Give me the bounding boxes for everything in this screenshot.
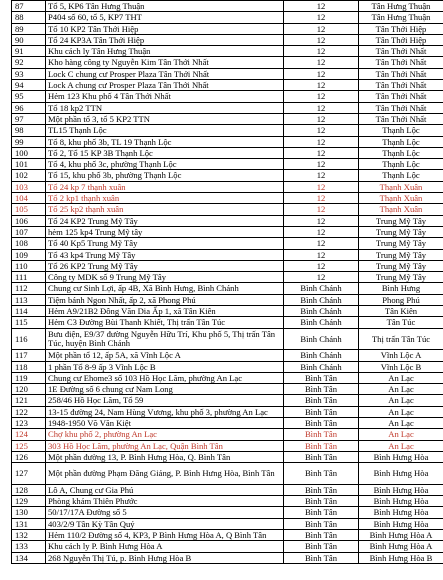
row-number-cell: 132 xyxy=(12,529,46,540)
location-address-cell: Hẻm C3 Đường Bùi Thanh Khiết, Thị trấn Tân Túc xyxy=(46,317,284,328)
ward-cell: Thạnh Lộc xyxy=(359,170,443,181)
row-number-cell: 88 xyxy=(12,12,46,23)
row-number-cell: 98 xyxy=(12,125,46,136)
location-address-cell: Chợ khu phố 2, phường An Lạc xyxy=(46,429,284,440)
location-address-cell: 1 phần Tổ 8-9 ấp 3 Vĩnh Lộc B xyxy=(46,361,284,372)
district-cell: 12 xyxy=(284,272,359,283)
row-number-cell: 100 xyxy=(12,147,46,158)
row-number-cell: 108 xyxy=(12,238,46,249)
row-number-cell: 123 xyxy=(12,417,46,428)
table-row xyxy=(12,272,443,283)
row-number-cell: 92 xyxy=(12,57,46,68)
location-address-cell: 1E Đường số 6 chung cư Nam Long xyxy=(46,384,284,395)
table-row xyxy=(12,181,443,192)
table-row xyxy=(12,406,443,417)
table-row xyxy=(12,395,443,406)
district-cell: Bình Chánh xyxy=(284,361,359,372)
location-address-cell: Tổ 15, khu phố 3b, phường Thạnh Lộc xyxy=(46,170,284,181)
district-cell: Bình Tân xyxy=(284,451,359,462)
location-address-cell: Tổ 10 KP2 Tân Thới Hiệp xyxy=(46,23,284,34)
district-cell: 12 xyxy=(284,91,359,102)
location-address-cell: Một phần đường 13, P. Bình Hưng Hòa, Q. Bình Tân xyxy=(46,451,284,462)
ward-cell: Tân Thới Nhất xyxy=(359,46,443,57)
table-row xyxy=(12,23,443,34)
table-row xyxy=(12,518,443,529)
location-address-cell: Tổ 5, KP6 Tân Hưng Thuận xyxy=(46,1,284,12)
table-row xyxy=(12,170,443,181)
ward-cell: Thạnh Xuân xyxy=(359,181,443,192)
district-cell: Bình Chánh xyxy=(284,317,359,328)
district-cell: 12 xyxy=(284,34,359,45)
ward-cell: Tân Thới Nhất xyxy=(359,57,443,68)
row-number-cell: 101 xyxy=(12,159,46,170)
location-address-cell: Công ty MDK số 9 Trung Mỹ Tây xyxy=(46,272,284,283)
district-cell: 12 xyxy=(284,181,359,192)
ward-cell: Tân Thới Hiệp xyxy=(359,23,443,34)
district-cell: 12 xyxy=(284,125,359,136)
district-cell: 12 xyxy=(284,204,359,215)
district-cell: Bình Chánh xyxy=(284,294,359,305)
row-number-cell: 99 xyxy=(12,136,46,147)
ward-cell: An Lạc xyxy=(359,417,443,428)
location-address-cell: Tiệm bánh Ngon Nhất, ấp 2, xã Phong Phú xyxy=(46,294,284,305)
ward-cell: Thạnh Lộc xyxy=(359,147,443,158)
ward-cell: Thạnh Xuân xyxy=(359,204,443,215)
outbreak-location-table xyxy=(11,0,443,564)
ward-cell: An Lạc xyxy=(359,429,443,440)
table-row xyxy=(12,484,443,495)
location-address-cell: Một phần đường Phạm Đăng Giảng, P. Bình Hưng Hòa, Bình Tân xyxy=(46,463,284,485)
ward-cell: Bình Hưng Hòa A xyxy=(359,541,443,552)
location-address-cell: Kho hàng công ty Nguyễn Kim Tân Thới Nhất xyxy=(46,57,284,68)
location-address-cell: hẻm 125 kp4 Trung Mỹ tây xyxy=(46,226,284,237)
table-row xyxy=(12,328,443,350)
row-number-cell: 133 xyxy=(12,541,46,552)
row-number-cell: 121 xyxy=(12,395,46,406)
district-cell: 12 xyxy=(284,12,359,23)
district-cell: 12 xyxy=(284,68,359,79)
ward-cell: Bình Hưng Hòa A xyxy=(359,529,443,540)
location-address-cell: Hẻm 123 Khu phố 4 Tân Thới Nhất xyxy=(46,91,284,102)
table-row xyxy=(12,1,443,12)
table-row xyxy=(12,463,443,485)
ward-cell: An Lạc xyxy=(359,395,443,406)
ward-cell: Trung Mỹ Tây xyxy=(359,226,443,237)
table-row xyxy=(12,249,443,260)
district-cell: 12 xyxy=(284,1,359,12)
location-address-cell: Hẻm A9/21B2 Đông Văn Dia Ấp 1, xã Tân Kiên xyxy=(46,306,284,317)
location-address-cell: Lô A, Chung cư Gia Phú xyxy=(46,484,284,495)
table-row xyxy=(12,440,443,451)
location-address-cell: Khu cách ly P. Bình Hưng Hòa A xyxy=(46,541,284,552)
location-address-cell: Tổ 2 kp1 thạnh xuân xyxy=(46,193,284,204)
location-address-cell: Tổ 24 kp 7 thạnh xuân xyxy=(46,181,284,192)
table-row xyxy=(12,12,443,23)
district-cell: Bình Tân xyxy=(284,484,359,495)
district-cell: Bình Tân xyxy=(284,440,359,451)
location-address-cell: 13-15 đường 24, Nam Hùng Vương, khu phố 3, phường An Lạc xyxy=(46,406,284,417)
ward-cell: Tân Kiên xyxy=(359,306,443,317)
table-row xyxy=(12,238,443,249)
ward-cell: An Lạc xyxy=(359,372,443,383)
row-number-cell: 117 xyxy=(12,350,46,361)
row-number-cell: 106 xyxy=(12,215,46,226)
district-cell: Bình Tân xyxy=(284,395,359,406)
ward-cell: Trung Mỹ Tây xyxy=(359,260,443,271)
ward-cell: Vĩnh Lộc B xyxy=(359,361,443,372)
row-number-cell: 129 xyxy=(12,496,46,507)
table-row xyxy=(12,34,443,45)
row-number-cell: 114 xyxy=(12,306,46,317)
row-number-cell: 107 xyxy=(12,226,46,237)
row-number-cell: 119 xyxy=(12,372,46,383)
district-cell: Bình Tân xyxy=(284,372,359,383)
location-address-cell: P404 số 60, tổ 5, KP7 THT xyxy=(46,12,284,23)
district-cell: 12 xyxy=(284,136,359,147)
table-row xyxy=(12,136,443,147)
location-address-cell: Tổ 2, Tổ 15 KP 3B Thạnh Lộc xyxy=(46,147,284,158)
district-cell: 12 xyxy=(284,102,359,113)
district-cell: 12 xyxy=(284,193,359,204)
row-number-cell: 109 xyxy=(12,249,46,260)
table-row xyxy=(12,429,443,440)
table-row xyxy=(12,294,443,305)
row-number-cell: 124 xyxy=(12,429,46,440)
location-address-cell: Khu cách ly Tân Hưng Thuận xyxy=(46,46,284,57)
ward-cell: Bình Hưng Hòa xyxy=(359,484,443,495)
location-address-cell: Hẻm 110/2 Đường số 4, KP3, P Bình Hưng Hòa A, Q Bình Tân xyxy=(46,529,284,540)
ward-cell: Bình Hưng Hòa xyxy=(359,507,443,518)
row-number-cell: 116 xyxy=(12,328,46,350)
row-number-cell: 97 xyxy=(12,113,46,124)
row-number-cell: 103 xyxy=(12,181,46,192)
ward-cell: An Lạc xyxy=(359,440,443,451)
table-row xyxy=(12,283,443,294)
table-row xyxy=(12,91,443,102)
location-address-cell: Lock A chung cư Prosper Plaza Tân Thới Nhất xyxy=(46,80,284,91)
ward-cell: Tân Thới Hiệp xyxy=(359,34,443,45)
row-number-cell: 111 xyxy=(12,272,46,283)
ward-cell: Bình Hưng Hòa xyxy=(359,518,443,529)
table-row xyxy=(12,57,443,68)
location-address-cell: Một phần tổ 3, tổ 5 KP2 TTN xyxy=(46,113,284,124)
table-row xyxy=(12,46,443,57)
location-address-cell: 1948-1950 Võ Văn Kiệt xyxy=(46,417,284,428)
row-number-cell: 127 xyxy=(12,463,46,485)
ward-cell: Thị trấn Tân Túc xyxy=(359,328,443,350)
ward-cell: Trung Mỹ Tây xyxy=(359,249,443,260)
district-cell: 12 xyxy=(284,215,359,226)
row-number-cell: 120 xyxy=(12,384,46,395)
district-cell: 12 xyxy=(284,249,359,260)
ward-cell: Bình Hưng Hòa xyxy=(359,496,443,507)
district-cell: Bình Tân xyxy=(284,529,359,540)
table-row xyxy=(12,507,443,518)
ward-cell: Tân Hưng Thuận xyxy=(359,1,443,12)
district-cell: Bình Chánh xyxy=(284,306,359,317)
ward-cell: Tân Thới Nhất xyxy=(359,91,443,102)
table-row xyxy=(12,384,443,395)
district-cell: 12 xyxy=(284,57,359,68)
ward-cell: Trung Mỹ Tây xyxy=(359,215,443,226)
district-cell: Bình Chánh xyxy=(284,328,359,350)
row-number-cell: 125 xyxy=(12,440,46,451)
ward-cell: Bình Hưng Hòa xyxy=(359,451,443,462)
ward-cell: Tân Thới Nhất xyxy=(359,80,443,91)
ward-cell: Phong Phú xyxy=(359,294,443,305)
location-address-cell: Tổ 25 kp2 thạnh xuân xyxy=(46,204,284,215)
row-number-cell: 112 xyxy=(12,283,46,294)
table-row xyxy=(12,147,443,158)
location-address-cell: Tổ 24 KP2 Trung Mỹ Tây xyxy=(46,215,284,226)
table-row xyxy=(12,68,443,79)
row-number-cell: 128 xyxy=(12,484,46,495)
row-number-cell: 89 xyxy=(12,23,46,34)
row-number-cell: 113 xyxy=(12,294,46,305)
table-row xyxy=(12,80,443,91)
location-address-cell: Tổ 43 kp4 Trung Mỹ Tây xyxy=(46,249,284,260)
ward-cell: Bình Hưng xyxy=(359,283,443,294)
ward-cell: Thạnh Lộc xyxy=(359,159,443,170)
ward-cell: Bình Hưng Hòa xyxy=(359,463,443,485)
ward-cell: An Lạc xyxy=(359,384,443,395)
ward-cell: Tân Thới Nhất xyxy=(359,68,443,79)
district-cell: Bình Tân xyxy=(284,541,359,552)
location-address-cell: 303 Hồ Học Lãm, phường An Lạc, Quận Bình Tân xyxy=(46,440,284,451)
district-cell: Bình Chánh xyxy=(284,350,359,361)
table-row xyxy=(12,417,443,428)
ward-cell: Trung Mỹ Tây xyxy=(359,238,443,249)
district-cell: 12 xyxy=(284,113,359,124)
row-number-cell: 118 xyxy=(12,361,46,372)
district-cell: 12 xyxy=(284,226,359,237)
table-row xyxy=(12,350,443,361)
location-address-cell: 403/2/9 Tân Kỳ Tân Quý xyxy=(46,518,284,529)
table-row xyxy=(12,496,443,507)
location-address-cell: 258/46 Hồ Học Lãm, Tổ 59 xyxy=(46,395,284,406)
district-cell: Bình Tân xyxy=(284,496,359,507)
location-address-cell: Chung cư Ehome3 số 103 Hồ Học Lãm, phường An Lạc xyxy=(46,372,284,383)
ward-cell: Trung Mỹ Tây xyxy=(359,272,443,283)
row-number-cell: 134 xyxy=(12,552,46,563)
location-address-cell: Tổ 18 kp2 TTN xyxy=(46,102,284,113)
location-address-cell: Tổ 40 Kp5 Trung Mỹ Tây xyxy=(46,238,284,249)
row-number-cell: 95 xyxy=(12,91,46,102)
table-body xyxy=(12,1,443,564)
location-address-cell: Bưu điện, E9/37 đường Nguyễn Hữu Trí, Khu phố 5, Thị trấn Tân Túc, huyện Bình Chánh xyxy=(46,328,284,350)
district-cell: Bình Tân xyxy=(284,384,359,395)
district-cell: Bình Chánh xyxy=(284,283,359,294)
location-address-cell: Tổ 26 KP2 Trung Mỹ Tây xyxy=(46,260,284,271)
table-row xyxy=(12,204,443,215)
district-cell: Bình Tân xyxy=(284,429,359,440)
table-row xyxy=(12,552,443,563)
row-number-cell: 105 xyxy=(12,204,46,215)
table-row xyxy=(12,372,443,383)
row-number-cell: 93 xyxy=(12,68,46,79)
table-row xyxy=(12,451,443,462)
row-number-cell: 115 xyxy=(12,317,46,328)
district-cell: 12 xyxy=(284,260,359,271)
district-cell: 12 xyxy=(284,170,359,181)
ward-cell: Tân Thới Nhất xyxy=(359,113,443,124)
location-address-cell: Một phần tổ 12, ấp 5A, xã Vĩnh Lộc A xyxy=(46,350,284,361)
ward-cell: Tân Thới Nhất xyxy=(359,102,443,113)
district-cell: Bình Tân xyxy=(284,507,359,518)
row-number-cell: 91 xyxy=(12,46,46,57)
district-cell: 12 xyxy=(284,159,359,170)
district-cell: 12 xyxy=(284,23,359,34)
location-address-cell: 268 Nguyễn Thị Tú, p. Bình Hưng Hòa B xyxy=(46,552,284,563)
row-number-cell: 96 xyxy=(12,102,46,113)
table-row xyxy=(12,113,443,124)
table-row xyxy=(12,361,443,372)
table-row xyxy=(12,317,443,328)
table-row xyxy=(12,215,443,226)
ward-cell: Thạnh Xuân xyxy=(359,193,443,204)
ward-cell: Bình Hưng Hòa B xyxy=(359,552,443,563)
district-cell: Bình Tân xyxy=(284,463,359,485)
row-number-cell: 87 xyxy=(12,1,46,12)
district-cell: Bình Tân xyxy=(284,417,359,428)
table-row xyxy=(12,541,443,552)
location-address-cell: Lock C chung cư Prosper Plaza Tân Thới Nhất xyxy=(46,68,284,79)
table-row xyxy=(12,125,443,136)
district-cell: Bình Tân xyxy=(284,552,359,563)
location-address-cell: Tổ 24 KP3A Tân Thới Hiệp xyxy=(46,34,284,45)
ward-cell: Tân Túc xyxy=(359,317,443,328)
row-number-cell: 110 xyxy=(12,260,46,271)
row-number-cell: 90 xyxy=(12,34,46,45)
location-address-cell: Tổ 8, khu phố 3b, TL 19 Thạnh Lộc xyxy=(46,136,284,147)
location-address-cell: 50/17/17A Đường số 5 xyxy=(46,507,284,518)
district-cell: 12 xyxy=(284,147,359,158)
district-cell: Bình Tân xyxy=(284,406,359,417)
table-row xyxy=(12,226,443,237)
row-number-cell: 126 xyxy=(12,451,46,462)
row-number-cell: 131 xyxy=(12,518,46,529)
row-number-cell: 102 xyxy=(12,170,46,181)
table-row xyxy=(12,529,443,540)
table-row xyxy=(12,159,443,170)
location-address-cell: Phòng khám Thiên Phước xyxy=(46,496,284,507)
table-row xyxy=(12,193,443,204)
row-number-cell: 122 xyxy=(12,406,46,417)
location-address-cell: Chung cư Sinh Lợi, ấp 4B, Xã Bình Hưng, Bình Chánh xyxy=(46,283,284,294)
ward-cell: Thạnh Lộc xyxy=(359,125,443,136)
district-cell: Bình Tân xyxy=(284,518,359,529)
location-address-cell: TL15 Thạnh Lộc xyxy=(46,125,284,136)
row-number-cell: 130 xyxy=(12,507,46,518)
ward-cell: An Lạc xyxy=(359,406,443,417)
ward-cell: Tân Hưng Thuận xyxy=(359,12,443,23)
table-row xyxy=(12,306,443,317)
district-cell: 12 xyxy=(284,80,359,91)
ward-cell: Vĩnh Lộc A xyxy=(359,350,443,361)
location-address-cell: Tổ 4, khu phố 3c, phường Thạnh Lộc xyxy=(46,159,284,170)
row-number-cell: 104 xyxy=(12,193,46,204)
district-cell: 12 xyxy=(284,238,359,249)
district-cell: 12 xyxy=(284,46,359,57)
table-row xyxy=(12,102,443,113)
row-number-cell: 94 xyxy=(12,80,46,91)
table-row xyxy=(12,260,443,271)
ward-cell: Thạnh Lộc xyxy=(359,136,443,147)
